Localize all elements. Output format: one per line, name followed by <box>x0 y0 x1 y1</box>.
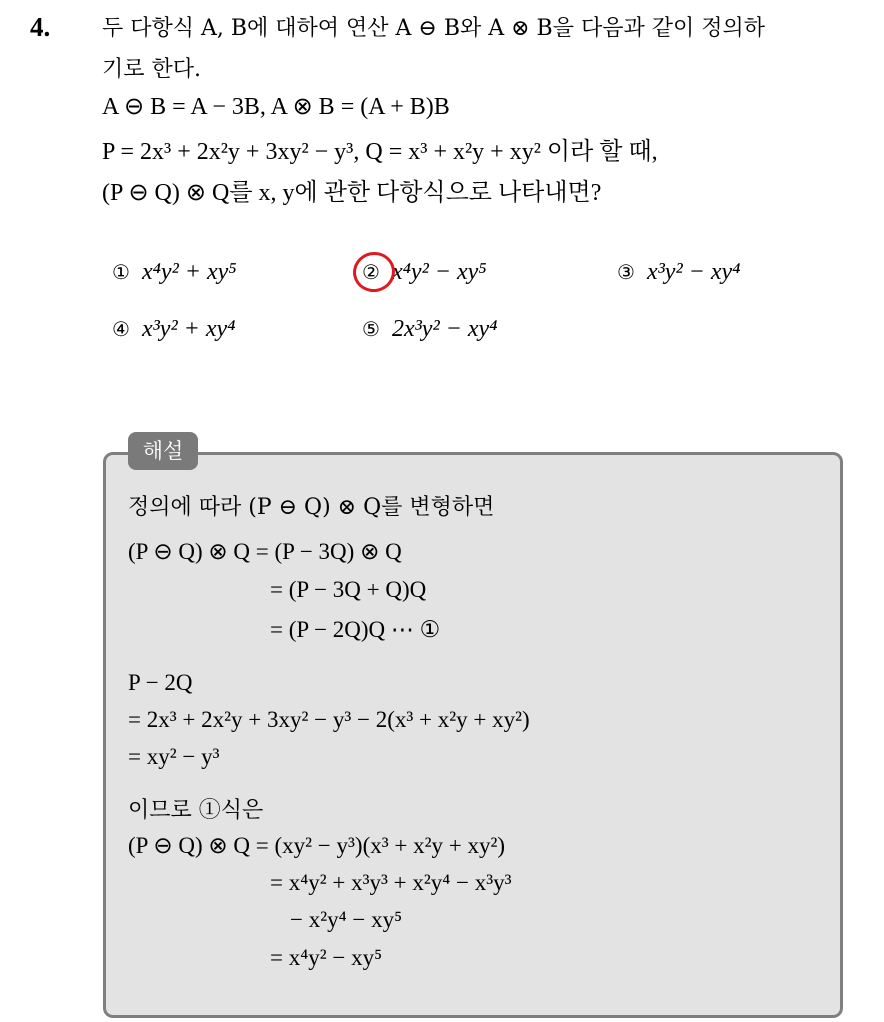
pq-definition: P = 2x³ + 2x²y + 3xy² − y³, Q = x³ + x²y + xy² 이라 할 때, <box>102 139 658 165</box>
choice-expression: x⁴y² + xy⁵ <box>141 259 237 285</box>
solution-step-11: = x⁴y² − xy⁵ <box>270 945 383 970</box>
choice-number: ② <box>362 260 380 284</box>
solution-step-4: P − 2Q <box>128 670 193 695</box>
choice-expression: x³y² + xy⁴ <box>141 316 236 342</box>
question-number: 4. <box>30 12 51 42</box>
solution-intro: 정의에 따라 (P ⊖ Q) ⊗ Q를 변형하면 <box>128 495 495 520</box>
solution-tag: 해설 <box>128 432 198 470</box>
question-line-1: 두 다항식 A, B에 대하여 연산 A ⊖ B와 A ⊗ B을 다음과 같이 정의하 <box>102 16 765 41</box>
solution-step-8: (P ⊖ Q) ⊗ Q = (xy² − y³)(x³ + x²y + xy²) <box>128 833 506 858</box>
choice-3[interactable] <box>617 259 740 286</box>
question-line-2: 기로 한다. <box>102 57 201 82</box>
choice-expression: 2x³y² − xy⁴ <box>391 316 498 342</box>
solution-panel <box>103 452 843 1018</box>
choice-number: ④ <box>112 317 130 341</box>
choice-5[interactable] <box>362 316 497 343</box>
choice-number: ⑤ <box>362 317 380 341</box>
solution-step-3: = (P − 2Q)Q ⋯ ① <box>270 617 441 642</box>
choice-expression: x⁴y² − xy⁵ <box>391 259 487 285</box>
answer-circle-mark <box>349 248 398 296</box>
solution-step-10: − x²y⁴ − xy⁵ <box>290 907 403 932</box>
choice-number: ③ <box>617 260 635 284</box>
operation-definition: A ⊖ B = A − 3B, A ⊗ B = (A + B)B <box>102 94 450 120</box>
solution-step-5: = 2x³ + 2x²y + 3xy² − y³ − 2(x³ + x²y + xy²) <box>128 707 530 732</box>
solution-step-9: = x⁴y² + x³y³ + x²y⁴ − x³y³ <box>270 870 512 895</box>
solution-step-7: 이므로 ①식은 <box>128 798 264 823</box>
solution-step-1: (P ⊖ Q) ⊗ Q = (P − 3Q) ⊗ Q <box>128 539 402 564</box>
solution-step-2: = (P − 3Q + Q)Q <box>270 577 427 602</box>
choice-1[interactable] <box>112 259 237 286</box>
question-ask: (P ⊖ Q) ⊗ Q를 x, y에 관한 다항식으로 나타내면? <box>102 180 602 206</box>
solution-step-6: = xy² − y³ <box>128 744 220 769</box>
choice-expression: x³y² − xy⁴ <box>646 259 741 285</box>
choice-number: ① <box>112 260 130 284</box>
choice-4[interactable] <box>112 316 235 343</box>
